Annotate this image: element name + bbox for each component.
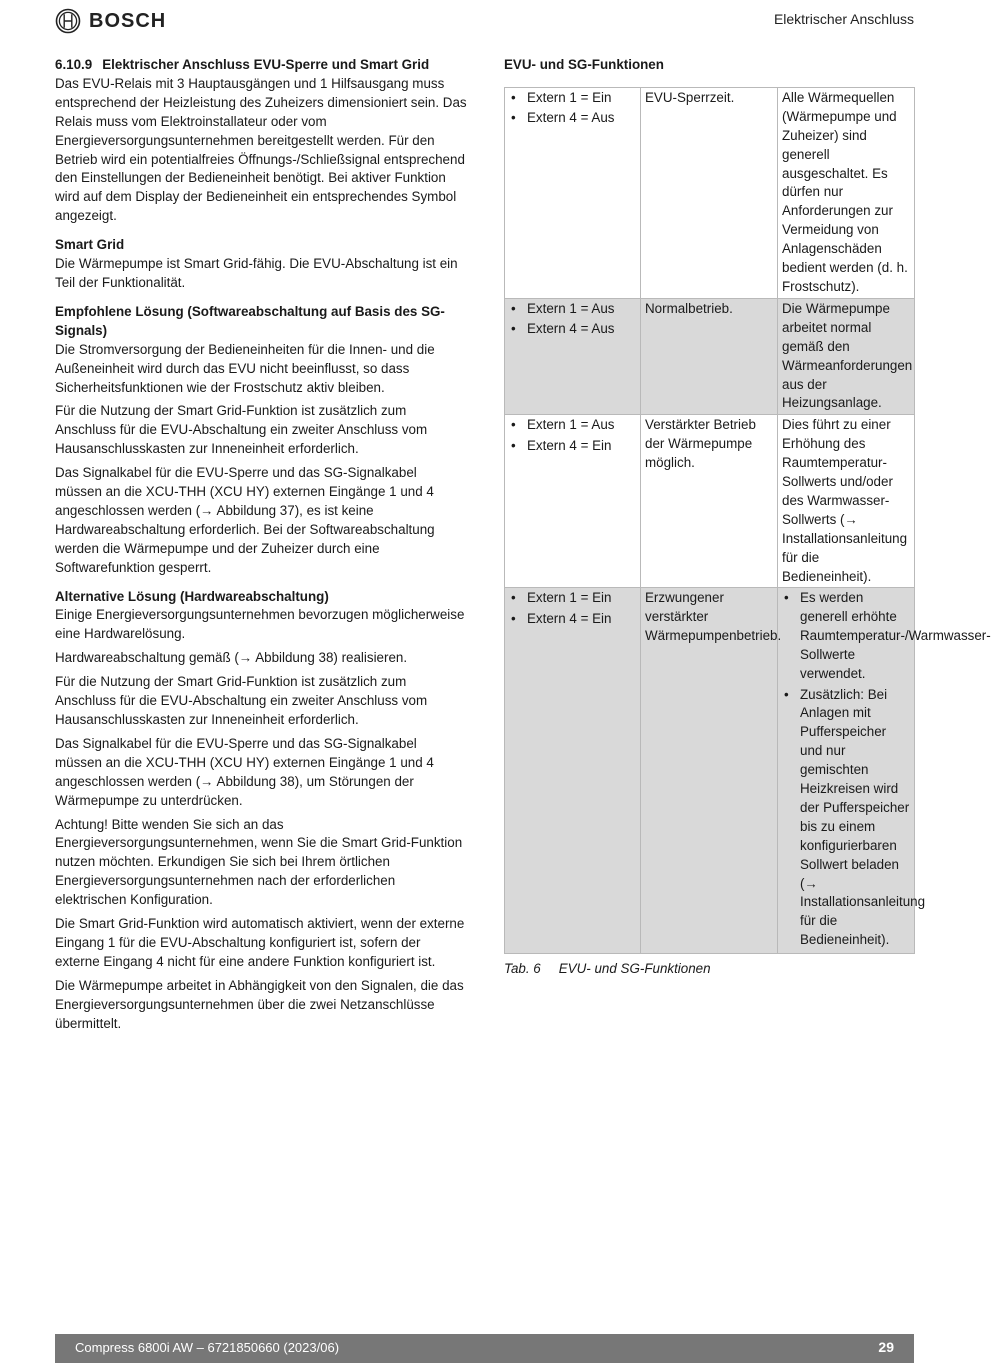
description-item: • Es werden generell erhöhte Raumtemperatur-/Warmwasser-Sollwerte verwendet. bbox=[782, 589, 911, 684]
input-item: • Extern 1 = Ein bbox=[509, 89, 637, 108]
inputs-cell bbox=[505, 415, 641, 588]
description-cell: Dies führt zu einer Erhöhung des Raumtemperatur-Sollwerts und/oder des Warmwasser-Sollwerts (→ Installationsanleitung für die Bedieneinheit). bbox=[778, 415, 915, 588]
input-item: • Extern 4 = Ein bbox=[509, 437, 637, 456]
description-cell bbox=[778, 588, 991, 953]
recommended-heading: Empfohlene Lösung (Softwareabschaltung auf Basis des SG-Signals) bbox=[55, 303, 445, 338]
footer-document-id: Compress 6800i AW – 6721850660 (2023/06) bbox=[75, 1340, 340, 1355]
page-header bbox=[0, 0, 950, 44]
brand-name: BOSCH bbox=[89, 9, 167, 32]
description-item: • Zusätzlich: Bei Anlagen mit Pufferspeicher und nur gemischten Heizkreisen wird der Pufferspeicher bis zu einem konfigurierbaren Sollwert beladen (→ Installationsanleitung für die Bedieneinheit). bbox=[782, 686, 911, 951]
inputs-cell bbox=[505, 588, 641, 953]
table-row bbox=[505, 87, 915, 298]
alternative-paragraph-1: Einige Energieversorgungsunternehmen bevorzugen möglicherweise eine Hardwarelösung. bbox=[55, 607, 465, 642]
chapter-title: Elektrischer Anschluss bbox=[773, 11, 914, 27]
input-item: • Extern 1 = Aus bbox=[509, 416, 637, 435]
mode-cell: EVU-Sperrzeit. bbox=[641, 87, 778, 298]
table-row bbox=[505, 588, 915, 953]
recommended-paragraph-3: Das Signalkabel für die EVU-Sperre und das SG-Signalkabel müssen an die XCU-THH (XCU HY) externen Eingänge 1 und 4 angeschlossen werden (→ Abbildung 37), es ist keine Hardwareabschaltung erforderlich. Bei der Softwareabschaltung werden die Wärmepumpe und der Zuheizer durch eine Softwarefunktion gesperrt. bbox=[55, 465, 435, 575]
description-cell: Alle Wärmequellen (Wärmepumpe und Zuheizer) sind generell ausgeschaltet. Es dürfen nur Anforderungen zur Vermeidung von Anlagenschäden bedient werden (d. h. Frostschutz). bbox=[778, 87, 915, 298]
right-column bbox=[504, 56, 991, 979]
bosch-logo bbox=[55, 8, 166, 34]
smart-grid-heading: Smart Grid bbox=[55, 237, 125, 253]
input-item: • Extern 4 = Aus bbox=[509, 320, 637, 339]
input-item: • Extern 4 = Aus bbox=[509, 109, 637, 128]
alternative-paragraph-3: Für die Nutzung der Smart Grid-Funktion ist zusätzlich zum Anschluss für die EVU-Abschaltung ein zweiter Anschluss vom Hausanschlusskasten zur Inneneinheit erforderlich. bbox=[55, 674, 428, 727]
smart-grid-paragraph: Die Wärmepumpe ist Smart Grid-fähig. Die EVU-Abschaltung ist ein Teil der Funktionalität. bbox=[55, 256, 458, 290]
inputs-cell bbox=[505, 298, 641, 414]
activation-paragraph: Die Smart Grid-Funktion wird automatisch aktiviert, wenn der externe Eingang 1 für die EVU-Abschaltung konfiguriert ist, sofern der externe Eingang 4 nicht für eine andere Funktion konfiguriert ist. bbox=[55, 916, 465, 969]
mode-cell: Erzwungener verstärkter Wärmepumpenbetrieb. bbox=[641, 588, 778, 953]
alternative-heading: Alternative Lösung (Hardwareabschaltung) bbox=[55, 588, 329, 604]
signals-paragraph: Die Wärmepumpe arbeitet in Abhängigkeit von den Signalen, die das Energieversorgungsunternehmen über die zwei Netzanschlüsse übermittelt. bbox=[55, 977, 464, 1031]
intro-paragraph: Das EVU-Relais mit 3 Hauptausgängen und 1 Hilfsausgang muss entsprechend der Heizleistung des Zuheizers dimensioniert sein. Das Relais muss vom Elektroinstallateur oder vom Energieversorgungsunternehmen bereitgestellt werden. Für den Betrieb wird ein potentialfreies Öffnungs-/Schließsignal entsprechend den Einstellungen der Bedieneinheit benötigt. Bei aktiver Funktion wird auf dem Display der Bedieneinheit ein entsprechendes Symbol angezeigt. bbox=[55, 75, 467, 224]
bosch-armature-icon bbox=[55, 8, 81, 34]
table-row bbox=[505, 415, 915, 588]
table-row bbox=[505, 298, 915, 414]
input-item: • Extern 1 = Aus bbox=[509, 300, 637, 319]
warning-paragraph: Achtung! Bitte wenden Sie sich an das Energieversorgungsunternehmen, wenn Sie die Smart Grid-Funktion nutzen möchten. Erkundigen Sie sich bei Ihrem örtlichen Energieversorgungsunternehmen nach der erforderlichen elektrischen Konfiguration. bbox=[55, 816, 463, 908]
mode-cell: Verstärkter Betrieb der Wärmepumpe möglich. bbox=[641, 415, 778, 588]
caption-text: EVU- und SG-Funktionen bbox=[558, 960, 711, 976]
evu-sg-table bbox=[504, 87, 991, 954]
left-column bbox=[55, 56, 467, 1039]
section-number: 6.10.9 bbox=[55, 57, 93, 72]
caption-number: Tab. 6 bbox=[504, 960, 541, 976]
page-footer bbox=[55, 1334, 914, 1363]
input-item: • Extern 1 = Ein bbox=[509, 589, 637, 608]
section-title: Elektrischer Anschluss EVU-Sperre und Smart Grid bbox=[102, 57, 430, 72]
alternative-paragraph-4: Das Signalkabel für die EVU-Sperre und das SG-Signalkabel müssen an die XCU-THH (XCU HY) externen Eingänge 1 und 4 angeschlossen werden (→ Abbildung 38), um Störungen der Wärmepumpe zu unterdrücken. bbox=[55, 735, 434, 808]
recommended-paragraph-2: Für die Nutzung der Smart Grid-Funktion ist zusätzlich zum Anschluss für die EVU-Abschaltung ein zweiter Anschluss vom Hausanschlusskasten zur Inneneinheit erforderlich. bbox=[55, 403, 428, 457]
mode-cell: Normalbetrieb. bbox=[641, 298, 778, 414]
alternative-paragraph-2: Hardwareabschaltung gemäß (→ Abbildung 38) realisieren. bbox=[55, 650, 408, 666]
page-number: 29 bbox=[878, 1339, 894, 1355]
description-cell: Die Wärmepumpe arbeitet normal gemäß den Wärmeanforderungen aus der Heizungsanlage. bbox=[778, 298, 915, 414]
table-heading: EVU- und SG-Funktionen bbox=[504, 57, 664, 72]
table-caption bbox=[504, 960, 914, 979]
inputs-cell bbox=[505, 87, 641, 298]
section-heading bbox=[55, 56, 467, 75]
recommended-paragraph-1: Die Stromversorgung der Bedieneinheiten für die Innen- und die Außeneinheit wird durch das EVU nicht beeinflusst, so dass Sicherheitsfunktionen wie der Frostschutz aktiv bleiben. bbox=[55, 341, 435, 395]
input-item: • Extern 4 = Ein bbox=[509, 610, 637, 629]
